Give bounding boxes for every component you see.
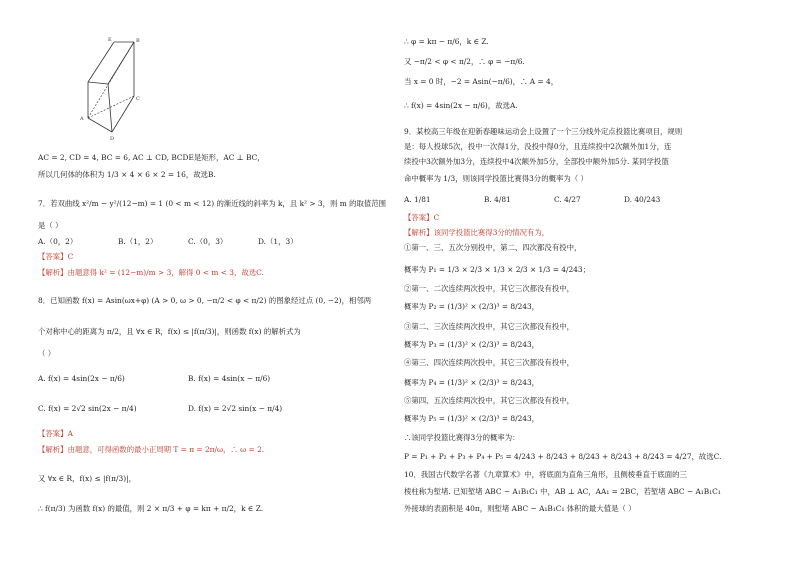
sum-formula: P = P₁ + P₂ + P₃ + P₄ + P₅ = 4/243 + 8/243 + 8/243 + 8/243 + 8/243 = 4/27，故选C. <box>404 452 722 461</box>
label-e: E <box>108 37 112 43</box>
text-line: ∴ f(π/3) 为函数 f(x) 的最值，则 2 × π/3 + φ = kπ + π/2，k ∈ Z. <box>38 504 264 513</box>
geometry-figure <box>68 36 148 148</box>
prob-5: 概率为 P₅ = (1/3)² × (2/3)³ = 8/243， <box>404 414 540 423</box>
label-b: B <box>136 38 140 44</box>
sum-line: ∴该同学投篮比赛得3分的概率为： <box>404 433 520 442</box>
analysis-8: 【解析】由题意，可得函数的最小正周期 T = π = 2π/ω，∴ ω = 2. <box>38 445 265 454</box>
question-7-tail: 是（ ） <box>38 221 63 230</box>
text-line: 又 −π/2 < φ < π/2，∴ φ = −π/6. <box>404 57 525 66</box>
question-9-line3: 续投中3次额外加3分，连续投中4次额外加5分，全部投中额外加5分. 某同学投篮 <box>404 157 669 166</box>
case-4: ④第三、四次连续两次投中，其它三次都没有投中， <box>404 358 574 367</box>
case-1: ①第一、三、五次分别投中，第二、四次都没有投中， <box>404 243 582 252</box>
question-9-line2: 是：每人投球5次，投中一次得1分，没投中得0分，且连续投中2次额外加1分，连 <box>404 142 672 151</box>
text-line: AC = 2, CD = 4, BC = 6, AC ⊥ CD, BCDE是矩形，AC ⊥ BC， <box>38 153 265 162</box>
label-a: A <box>80 116 84 122</box>
prob-1: 概率为 P₁ = 1/3 × 2/3 × 1/3 × 2/3 × 1/3 = 4/243； <box>404 265 590 274</box>
answer-8: 【答案】A <box>38 429 73 438</box>
option-c: C. f(x) = 2√2 sin(2x − π/4) <box>38 404 137 413</box>
text-line: ∴ f(x) = 4sin(2x − π/6)，故选A. <box>404 101 518 110</box>
question-9: 9．某校高三年级在迎新春趣味运动会上设置了一个三分线外定点投篮比赛项目，规则 <box>404 127 683 136</box>
prob-4: 概率为 P₄ = (1/3)² × (2/3)³ = 8/243， <box>404 378 540 387</box>
case-3: ③第二、三次连续两次投中，其它三次都没有投中， <box>404 322 574 331</box>
option-b: B. 4/81 <box>484 195 511 204</box>
analysis-7: 【解析】由题意得 k² = (12−m)/m > 3，解得 0 < m < 3，故选C. <box>38 268 264 277</box>
label-d: D <box>110 136 115 142</box>
prob-3: 概率为 P₃ = (1/3)² × (2/3)³ = 8/243， <box>404 340 540 349</box>
label-c: C <box>136 96 140 102</box>
text-line: 又 ∀x ∈ R，f(x) ≤ |f(π/3)|， <box>38 474 136 483</box>
option-b: B.（1，2） <box>118 237 158 246</box>
prob-2: 概率为 P₂ = (1/3)² × (2/3)³ = 8/243， <box>404 302 540 311</box>
analysis-9: 【解析】该同学投篮比赛得3分的情况有为， <box>404 228 550 237</box>
text-line: 当 x = 0 时，−2 = Asin(−π/6)，∴ A = 4， <box>404 77 559 86</box>
option-a: A.（0，2） <box>38 237 78 246</box>
question-10: 10．我国古代数学名著《九章算术》中，将底面为直角三角形，且侧棱垂直于底面的三 <box>404 470 687 479</box>
case-5: ⑤第四、五次连续两次投中，其它三次都没有投中， <box>404 396 574 405</box>
question-9-line4: 命中概率为 1/3，则该同学投篮比赛得3分的概率为（ ） <box>404 174 588 183</box>
option-d: D. 40/243 <box>624 195 661 204</box>
answer-9: 【答案】C <box>404 213 440 222</box>
text-line: ∴ φ = kπ − π/6，k ∈ Z. <box>404 37 489 46</box>
text-line: 所以几何体的体积为 1/3 × 4 × 6 × 2 = 16，故选B. <box>38 170 216 179</box>
option-c: C.（0，3） <box>188 237 228 246</box>
question-8: 8．已知函数 f(x) = Asin(ωx+φ) (A > 0, ω > 0, −π/2 < φ < π/2) 的图象经过点 (0, −2)，相邻两 <box>38 296 372 305</box>
question-8-line2: 个对称中心的距离为 π/2，且 ∀x ∈ R，f(x) ≤ |f(π/3)|，则函数 f(x) 的解析式为 <box>38 327 301 336</box>
question-10-line2: 棱柱称为堑堵. 已知堑堵 ABC − A₁B₁C₁ 中，AB ⊥ AC，AA₁ = 2BC，若堑堵 ABC − A₁B₁C₁ <box>404 487 721 496</box>
option-d: D. f(x) = 2√2 sin(x − π/4) <box>188 404 283 413</box>
case-2: ②第一、二次连续两次投中，其它三次都没有投中， <box>404 284 574 293</box>
question-7: 7．若双曲线 x²/m − y²/(12−m) = 1 (0 < m < 12) 的渐近线的斜率为 k，且 k² > 3，则 m 的取值范围 <box>38 199 387 208</box>
right-column <box>404 0 774 562</box>
question-10-line3: 外接球的表面积是 40π，则堑堵 ABC − A₁B₁C₁ 体积的最大值是（ ） <box>404 504 636 513</box>
option-b: B. f(x) = 4sin(x − π/6) <box>188 374 271 383</box>
question-8-line3: （ ） <box>38 349 56 358</box>
answer-7: 【答案】C <box>38 252 74 261</box>
option-a: A. 1/81 <box>404 195 431 204</box>
left-column <box>38 0 408 562</box>
option-d: D.（1，3） <box>258 237 298 246</box>
option-a: A. f(x) = 4sin(2x − π/6) <box>38 374 125 383</box>
option-c: C. 4/27 <box>554 195 581 204</box>
